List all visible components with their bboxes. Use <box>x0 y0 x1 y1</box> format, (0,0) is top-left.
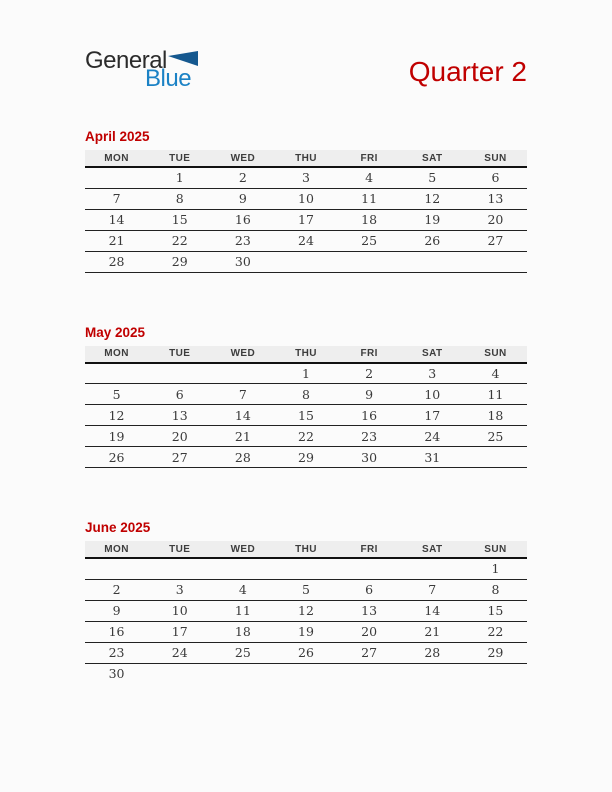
month-section <box>85 129 527 273</box>
week-row <box>85 384 527 405</box>
weekday-header: SAT <box>401 541 464 558</box>
day-cell: 2 <box>338 363 401 384</box>
day-cell: 2 <box>211 167 274 188</box>
day-cell: 14 <box>401 600 464 621</box>
weekday-header: SAT <box>401 150 464 167</box>
day-cell: 27 <box>148 447 211 468</box>
weekday-header: WED <box>211 541 274 558</box>
day-cell: 15 <box>464 600 527 621</box>
day-cell: 25 <box>338 230 401 251</box>
day-cell: 9 <box>338 384 401 405</box>
week-row <box>85 642 527 663</box>
month-label: April 2025 <box>85 129 150 144</box>
day-cell: 18 <box>464 405 527 426</box>
day-cell: 30 <box>338 447 401 468</box>
month-section <box>85 520 527 684</box>
day-cell: 24 <box>148 642 211 663</box>
day-cell: 12 <box>401 188 464 209</box>
day-cell: 25 <box>464 426 527 447</box>
day-cell: 9 <box>85 600 148 621</box>
empty-day-cell <box>211 558 274 579</box>
day-cell: 19 <box>401 209 464 230</box>
day-cell: 10 <box>401 384 464 405</box>
day-cell: 27 <box>464 230 527 251</box>
weekday-header: SUN <box>464 541 527 558</box>
day-cell: 21 <box>85 230 148 251</box>
day-cell: 21 <box>401 621 464 642</box>
day-cell: 19 <box>85 426 148 447</box>
day-cell: 8 <box>274 384 337 405</box>
day-cell: 5 <box>401 167 464 188</box>
week-row <box>85 188 527 209</box>
day-cell: 5 <box>274 579 337 600</box>
empty-day-cell <box>148 558 211 579</box>
weekday-header: WED <box>211 150 274 167</box>
day-cell: 17 <box>401 405 464 426</box>
weekday-header: SUN <box>464 346 527 363</box>
day-cell: 29 <box>148 251 211 272</box>
empty-day-cell <box>211 663 274 684</box>
day-cell: 5 <box>85 384 148 405</box>
day-cell: 16 <box>338 405 401 426</box>
weekday-header-row <box>85 346 527 363</box>
empty-day-cell <box>338 558 401 579</box>
day-cell: 17 <box>148 621 211 642</box>
weekday-header: THU <box>274 541 337 558</box>
day-cell: 3 <box>148 579 211 600</box>
logo-text-blue: Blue <box>145 65 192 92</box>
day-cell: 3 <box>274 167 337 188</box>
day-cell: 1 <box>274 363 337 384</box>
day-cell: 22 <box>148 230 211 251</box>
empty-day-cell <box>401 663 464 684</box>
week-row <box>85 447 527 468</box>
day-cell: 15 <box>148 209 211 230</box>
empty-day-cell <box>338 663 401 684</box>
weekday-header: TUE <box>148 346 211 363</box>
empty-day-cell <box>338 251 401 272</box>
weekday-header-row <box>85 541 527 558</box>
day-cell: 29 <box>274 447 337 468</box>
day-cell: 21 <box>211 426 274 447</box>
day-cell: 17 <box>274 209 337 230</box>
day-cell: 26 <box>401 230 464 251</box>
week-row <box>85 363 527 384</box>
day-cell: 6 <box>148 384 211 405</box>
weekday-header: FRI <box>338 346 401 363</box>
week-row <box>85 621 527 642</box>
empty-day-cell <box>148 663 211 684</box>
day-cell: 13 <box>464 188 527 209</box>
empty-day-cell <box>464 251 527 272</box>
weekday-header: TUE <box>148 541 211 558</box>
day-cell: 9 <box>211 188 274 209</box>
day-cell: 23 <box>85 642 148 663</box>
months-container <box>85 129 527 736</box>
day-cell: 16 <box>211 209 274 230</box>
empty-day-cell <box>464 663 527 684</box>
day-cell: 30 <box>108 666 125 682</box>
day-cell: 1 <box>464 558 527 579</box>
day-cell: 12 <box>274 600 337 621</box>
weekday-header: FRI <box>338 150 401 167</box>
day-cell: 28 <box>85 251 148 272</box>
week-row <box>85 426 527 447</box>
day-cell: 26 <box>274 642 337 663</box>
empty-day-cell <box>274 558 337 579</box>
empty-day-cell <box>274 251 337 272</box>
empty-day-cell <box>401 251 464 272</box>
month-section <box>85 325 527 469</box>
month-table <box>85 346 527 469</box>
weekday-header: WED <box>211 346 274 363</box>
empty-day-cell <box>85 558 148 579</box>
week-row <box>85 405 527 426</box>
day-cell: 7 <box>211 384 274 405</box>
day-cell: 3 <box>401 363 464 384</box>
weekday-header: SAT <box>401 346 464 363</box>
week-row <box>85 579 527 600</box>
day-cell: 10 <box>148 600 211 621</box>
week-row <box>85 167 527 188</box>
empty-day-cell <box>85 167 148 188</box>
day-cell: 23 <box>211 230 274 251</box>
weekday-header: SUN <box>464 150 527 167</box>
empty-day-cell <box>211 363 274 384</box>
week-row <box>85 558 527 579</box>
week-row <box>85 600 527 621</box>
day-cell: 24 <box>274 230 337 251</box>
day-cell: 13 <box>338 600 401 621</box>
weekday-header: FRI <box>338 541 401 558</box>
weekday-header: TUE <box>148 150 211 167</box>
day-cell: 22 <box>464 621 527 642</box>
day-cell: 27 <box>338 642 401 663</box>
weekday-header: MON <box>85 346 148 363</box>
month-label: June 2025 <box>85 520 151 535</box>
day-cell: 19 <box>274 621 337 642</box>
empty-day-cell <box>85 363 148 384</box>
week-row <box>85 663 527 684</box>
week-row <box>85 230 527 251</box>
day-cell: 6 <box>464 167 527 188</box>
month-table <box>85 150 527 273</box>
weekday-header: MON <box>85 541 148 558</box>
day-cell: 4 <box>211 579 274 600</box>
day-cell: 11 <box>211 600 274 621</box>
day-cell: 20 <box>148 426 211 447</box>
day-cell: 20 <box>338 621 401 642</box>
weekday-header: THU <box>274 346 337 363</box>
month-table <box>85 541 527 684</box>
day-cell: 28 <box>211 447 274 468</box>
day-cell: 4 <box>464 363 527 384</box>
day-cell: 25 <box>211 642 274 663</box>
day-cell: 31 <box>401 447 464 468</box>
empty-day-cell <box>274 663 337 684</box>
day-cell: 7 <box>85 188 148 209</box>
day-cell: 8 <box>148 188 211 209</box>
weekday-header: MON <box>85 150 148 167</box>
day-cell: 29 <box>464 642 527 663</box>
day-cell: 16 <box>85 621 148 642</box>
day-cell: 2 <box>85 579 148 600</box>
day-cell: 14 <box>211 405 274 426</box>
day-cell: 24 <box>401 426 464 447</box>
logo-text-general: General <box>85 47 167 74</box>
day-cell: 22 <box>274 426 337 447</box>
week-row <box>85 251 527 272</box>
day-cell: 20 <box>464 209 527 230</box>
day-cell: 11 <box>464 384 527 405</box>
page-title: Quarter 2 <box>408 56 527 87</box>
empty-day-cell <box>148 363 211 384</box>
day-cell: 18 <box>211 621 274 642</box>
day-cell: 23 <box>338 426 401 447</box>
day-cell: 7 <box>401 579 464 600</box>
day-cell: 14 <box>85 209 148 230</box>
week-row <box>85 209 527 230</box>
weekday-header: THU <box>274 150 337 167</box>
day-cell: 26 <box>85 447 148 468</box>
empty-day-cell <box>401 558 464 579</box>
day-cell: 15 <box>274 405 337 426</box>
empty-day-cell <box>464 447 527 468</box>
day-cell: 12 <box>85 405 148 426</box>
day-cell: 8 <box>464 579 527 600</box>
day-cell: 13 <box>148 405 211 426</box>
day-cell: 4 <box>338 167 401 188</box>
general-blue-logo <box>85 49 198 91</box>
weekday-header-row <box>85 150 527 167</box>
day-cell: 6 <box>338 579 401 600</box>
day-cell: 1 <box>148 167 211 188</box>
day-cell: 18 <box>338 209 401 230</box>
day-cell: 30 <box>211 251 274 272</box>
day-cell: 10 <box>274 188 337 209</box>
day-cell: 28 <box>401 642 464 663</box>
day-cell: 11 <box>338 188 401 209</box>
month-label: May 2025 <box>85 324 146 340</box>
